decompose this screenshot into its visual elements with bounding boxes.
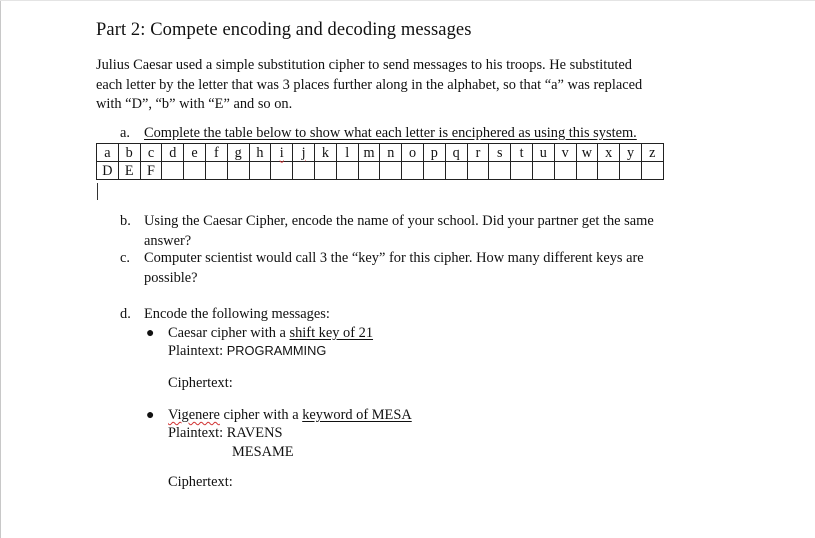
- plain-letter-cell: a: [97, 144, 119, 162]
- question-a: [120, 125, 637, 142]
- cipher-letter-cell[interactable]: [402, 162, 424, 180]
- vigenere-plaintext-label: Plaintext:: [168, 425, 227, 441]
- question-a-text: Complete the table below to show what each letter is enciphered as using this system.: [144, 125, 637, 141]
- cipher-letter-cell[interactable]: [641, 162, 663, 180]
- plain-letter-cell: s: [489, 144, 511, 162]
- caesar-plaintext-line: [168, 343, 326, 360]
- vigenere-middle: cipher with a: [219, 407, 303, 423]
- cipher-letter-cell[interactable]: [271, 162, 293, 180]
- question-a-label: a.: [120, 125, 130, 141]
- vigenere-keyword: keyword of MESA: [302, 407, 412, 423]
- cipher-letter-cell[interactable]: [423, 162, 445, 180]
- cipher-letter-cell[interactable]: [358, 162, 380, 180]
- bullet-dot-icon: ●: [146, 326, 155, 341]
- cipher-letter-cell[interactable]: [554, 162, 576, 180]
- vigenere-key-row: MESAME: [232, 444, 294, 460]
- page-top-edge: [0, 0, 815, 1]
- question-b-line-2: answer?: [144, 232, 192, 249]
- intro-line-1: Julius Caesar used a simple substitution cipher to send messages to his troops. He substituted: [96, 57, 632, 73]
- plain-letter-cell: t: [511, 144, 533, 162]
- cipher-letter-cell[interactable]: [576, 162, 598, 180]
- plain-letter-cell: q: [445, 144, 467, 162]
- plain-letter-cell: h: [249, 144, 271, 162]
- cipher-letter-row: [97, 162, 664, 180]
- cipher-letter-cell[interactable]: [598, 162, 620, 180]
- plain-letter-cell: z: [641, 144, 663, 162]
- caesar-shift-key: shift key of 21: [289, 325, 374, 341]
- question-b: [120, 212, 654, 251]
- caesar-plaintext-label: Plaintext:: [168, 343, 227, 359]
- plain-letter-cell: g: [227, 144, 249, 162]
- cipher-letter-cell[interactable]: [293, 162, 315, 180]
- question-d: [120, 305, 330, 325]
- cipher-letter-cell[interactable]: [336, 162, 358, 180]
- plain-letter-cell: b: [118, 144, 140, 162]
- question-b-label: b.: [120, 213, 131, 229]
- cipher-letter-cell[interactable]: [314, 162, 336, 180]
- cipher-table: [96, 143, 664, 180]
- intro-line-3: with “D”, “b” with “E” and so on.: [96, 96, 293, 112]
- cipher-letter-cell[interactable]: [380, 162, 402, 180]
- bullet-dot-icon: ●: [146, 408, 155, 423]
- question-c-line-1: Computer scientist would call 3 the “key” for this cipher. How many different keys are: [144, 250, 644, 266]
- question-c-label: c.: [120, 250, 130, 266]
- question-b-line-1: Using the Caesar Cipher, encode the name of your school. Did your partner get the same: [144, 213, 654, 229]
- plain-letter-cell: k: [314, 144, 336, 162]
- intro-paragraph: [96, 56, 716, 115]
- plain-letter-cell: e: [184, 144, 206, 162]
- cipher-letter-cell[interactable]: [620, 162, 642, 180]
- caesar-plaintext-value: PROGRAMMING: [226, 343, 327, 358]
- plain-letter-cell: d: [162, 144, 184, 162]
- cipher-letter-cell[interactable]: E: [118, 162, 140, 180]
- cipher-letter-cell[interactable]: [467, 162, 489, 180]
- plain-letter-cell: r: [467, 144, 489, 162]
- cipher-letter-cell[interactable]: [205, 162, 227, 180]
- cipher-letter-cell[interactable]: [445, 162, 467, 180]
- plain-letter-cell: n: [380, 144, 402, 162]
- bullet-vigenere: [146, 406, 412, 425]
- vigenere-plaintext-value: RAVENS: [226, 425, 283, 441]
- cipher-letter-cell[interactable]: [532, 162, 554, 180]
- cipher-letter-cell[interactable]: [227, 162, 249, 180]
- page-left-edge: [0, 0, 1, 538]
- text-cursor: [97, 183, 98, 200]
- cipher-letter-cell[interactable]: [184, 162, 206, 180]
- cipher-letter-cell[interactable]: [162, 162, 184, 180]
- plain-letter-cell: p: [423, 144, 445, 162]
- vigenere-ciphertext-label: Ciphertext:: [168, 474, 233, 490]
- plain-letter-cell: v: [554, 144, 576, 162]
- caesar-prefix: Caesar cipher with a: [168, 325, 290, 341]
- intro-line-2: each letter by the letter that was 3 places further along in the alphabet, so that “a” was replaced: [96, 76, 643, 93]
- plain-letter-cell: y: [620, 144, 642, 162]
- plain-letter-cell: u: [532, 144, 554, 162]
- plain-letter-row: [97, 144, 664, 162]
- cipher-letter-cell[interactable]: D: [97, 162, 119, 180]
- vigenere-word: Vigenere: [168, 407, 220, 423]
- plain-letter-cell: i: [271, 144, 293, 162]
- caesar-ciphertext-label: Ciphertext:: [168, 375, 233, 391]
- plain-letter-cell: j: [293, 144, 315, 162]
- question-c-line-2: possible?: [144, 269, 198, 286]
- plain-letter-cell: o: [402, 144, 424, 162]
- question-d-text: Encode the following messages:: [144, 306, 330, 322]
- page-title: Part 2: Compete encoding and decoding messages: [96, 20, 472, 40]
- plain-letter-cell: m: [358, 144, 380, 162]
- cipher-letter-cell[interactable]: [511, 162, 533, 180]
- vigenere-plaintext-line: [168, 425, 282, 442]
- question-c: [120, 249, 644, 288]
- plain-letter-cell: c: [140, 144, 162, 162]
- question-d-label: d.: [120, 306, 131, 322]
- cipher-letter-cell[interactable]: [249, 162, 271, 180]
- plain-letter-cell: f: [205, 144, 227, 162]
- plain-letter-cell: l: [336, 144, 358, 162]
- plain-letter-cell: w: [576, 144, 598, 162]
- cipher-letter-cell[interactable]: F: [140, 162, 162, 180]
- bullet-caesar: [146, 324, 373, 343]
- cipher-letter-cell[interactable]: [489, 162, 511, 180]
- plain-letter-cell: x: [598, 144, 620, 162]
